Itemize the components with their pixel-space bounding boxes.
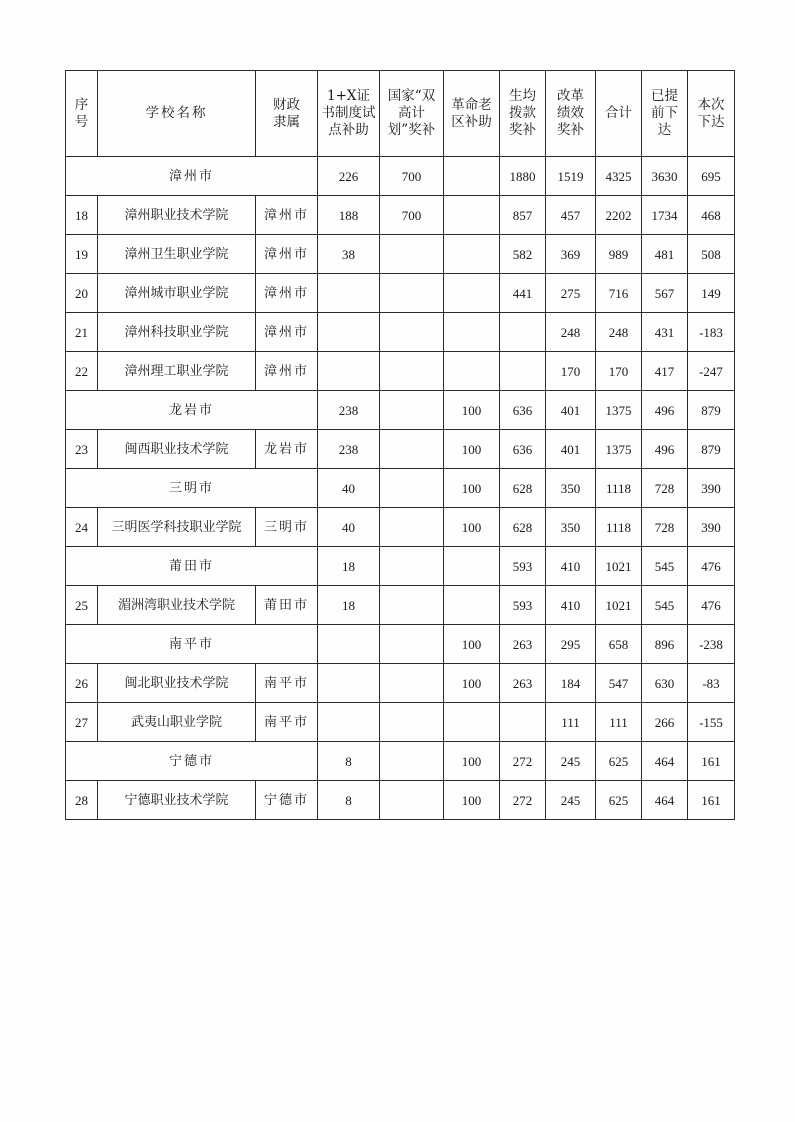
cert-subsidy-cell: 18 <box>318 547 380 586</box>
reform-award-cell: 275 <box>546 274 596 313</box>
reform-award-cell: 401 <box>546 430 596 469</box>
double-high-award-cell <box>380 703 444 742</box>
per-student-award-cell: 263 <box>500 625 546 664</box>
header-1x-certificate: 1+X证书制度试点补助 <box>318 71 380 157</box>
issued-early-cell: 545 <box>642 586 688 625</box>
affiliation: 漳州市 <box>256 274 318 313</box>
old-revolutionary-subsidy-cell: 100 <box>444 781 500 820</box>
per-student-award-cell: 628 <box>500 469 546 508</box>
total-cell: 625 <box>596 742 642 781</box>
school-name: 三明医学科技职业学院 <box>98 508 256 547</box>
issued-early-cell: 464 <box>642 781 688 820</box>
old-revolutionary-subsidy-cell: 100 <box>444 469 500 508</box>
header-issued-now: 本次下达 <box>688 71 735 157</box>
row-number: 23 <box>66 430 98 469</box>
reform-award-cell: 295 <box>546 625 596 664</box>
affiliation: 莆田市 <box>256 586 318 625</box>
row-number: 18 <box>66 196 98 235</box>
issued-early-cell: 496 <box>642 391 688 430</box>
total-cell: 1375 <box>596 430 642 469</box>
old-revolutionary-subsidy-cell <box>444 274 500 313</box>
total-cell: 1118 <box>596 469 642 508</box>
old-revolutionary-subsidy-cell: 100 <box>444 664 500 703</box>
double-high-award-cell <box>380 742 444 781</box>
old-revolutionary-subsidy-cell <box>444 157 500 196</box>
per-student-award-cell <box>500 352 546 391</box>
school-name: 漳州科技职业学院 <box>98 313 256 352</box>
allocation-table <box>65 70 735 820</box>
per-student-award-cell: 441 <box>500 274 546 313</box>
double-high-award-cell <box>380 625 444 664</box>
issued-now-cell: -183 <box>688 313 735 352</box>
table-row <box>66 235 735 274</box>
issued-early-cell: 481 <box>642 235 688 274</box>
school-name: 漳州理工职业学院 <box>98 352 256 391</box>
per-student-award-cell: 857 <box>500 196 546 235</box>
issued-now-cell: -155 <box>688 703 735 742</box>
issued-now-cell: 695 <box>688 157 735 196</box>
table-row <box>66 430 735 469</box>
region-name: 龙岩市 <box>66 391 318 430</box>
issued-early-cell: 728 <box>642 508 688 547</box>
issued-now-cell: 149 <box>688 274 735 313</box>
header-row <box>66 71 735 157</box>
total-cell: 625 <box>596 781 642 820</box>
affiliation: 宁德市 <box>256 781 318 820</box>
header-no: 序号 <box>66 71 98 157</box>
total-cell: 1375 <box>596 391 642 430</box>
table-row <box>66 781 735 820</box>
cert-subsidy-cell <box>318 274 380 313</box>
reform-award-cell: 248 <box>546 313 596 352</box>
double-high-award-cell <box>380 508 444 547</box>
old-revolutionary-subsidy-cell <box>444 547 500 586</box>
reform-award-cell: 350 <box>546 508 596 547</box>
old-revolutionary-subsidy-cell <box>444 196 500 235</box>
per-student-award-cell: 636 <box>500 391 546 430</box>
issued-early-cell: 1734 <box>642 196 688 235</box>
per-student-award-cell <box>500 703 546 742</box>
total-cell: 170 <box>596 352 642 391</box>
reform-award-cell: 410 <box>546 586 596 625</box>
school-name: 漳州城市职业学院 <box>98 274 256 313</box>
total-cell: 1118 <box>596 508 642 547</box>
issued-early-cell: 896 <box>642 625 688 664</box>
per-student-award-cell <box>500 313 546 352</box>
cert-subsidy-cell: 238 <box>318 430 380 469</box>
total-cell: 1021 <box>596 586 642 625</box>
double-high-award-cell <box>380 547 444 586</box>
issued-now-cell: 161 <box>688 781 735 820</box>
issued-now-cell: 879 <box>688 430 735 469</box>
reform-award-cell: 245 <box>546 781 596 820</box>
reform-award-cell: 457 <box>546 196 596 235</box>
per-student-award-cell: 628 <box>500 508 546 547</box>
issued-early-cell: 417 <box>642 352 688 391</box>
region-subtotal-row <box>66 625 735 664</box>
table-row <box>66 508 735 547</box>
issued-now-cell: -247 <box>688 352 735 391</box>
affiliation: 南平市 <box>256 703 318 742</box>
cert-subsidy-cell: 18 <box>318 586 380 625</box>
reform-award-cell: 170 <box>546 352 596 391</box>
school-name: 武夷山职业学院 <box>98 703 256 742</box>
school-name: 漳州职业技术学院 <box>98 196 256 235</box>
school-name: 湄洲湾职业技术学院 <box>98 586 256 625</box>
total-cell: 2202 <box>596 196 642 235</box>
school-name: 闽北职业技术学院 <box>98 664 256 703</box>
old-revolutionary-subsidy-cell: 100 <box>444 625 500 664</box>
row-number: 19 <box>66 235 98 274</box>
region-subtotal-row <box>66 157 735 196</box>
header-total: 合计 <box>596 71 642 157</box>
total-cell: 248 <box>596 313 642 352</box>
affiliation: 漳州市 <box>256 313 318 352</box>
per-student-award-cell: 272 <box>500 742 546 781</box>
total-cell: 716 <box>596 274 642 313</box>
header-old-revolutionary: 革命老区补助 <box>444 71 500 157</box>
row-number: 28 <box>66 781 98 820</box>
affiliation: 漳州市 <box>256 196 318 235</box>
total-cell: 4325 <box>596 157 642 196</box>
cert-subsidy-cell: 40 <box>318 508 380 547</box>
region-subtotal-row <box>66 469 735 508</box>
cert-subsidy-cell <box>318 313 380 352</box>
cert-subsidy-cell <box>318 352 380 391</box>
issued-now-cell: 161 <box>688 742 735 781</box>
reform-award-cell: 369 <box>546 235 596 274</box>
cert-subsidy-cell: 40 <box>318 469 380 508</box>
header-double-high: 国家“双高计划”奖补 <box>380 71 444 157</box>
issued-now-cell: 476 <box>688 547 735 586</box>
region-name: 漳州市 <box>66 157 318 196</box>
cert-subsidy-cell: 238 <box>318 391 380 430</box>
header-reform-performance: 改革绩效奖补 <box>546 71 596 157</box>
old-revolutionary-subsidy-cell: 100 <box>444 742 500 781</box>
issued-early-cell: 728 <box>642 469 688 508</box>
reform-award-cell: 401 <box>546 391 596 430</box>
issued-now-cell: 390 <box>688 508 735 547</box>
table-row <box>66 196 735 235</box>
header-issued-early: 已提前下达 <box>642 71 688 157</box>
cert-subsidy-cell: 226 <box>318 157 380 196</box>
per-student-award-cell: 582 <box>500 235 546 274</box>
row-number: 24 <box>66 508 98 547</box>
row-number: 27 <box>66 703 98 742</box>
reform-award-cell: 245 <box>546 742 596 781</box>
region-subtotal-row <box>66 547 735 586</box>
table-row <box>66 703 735 742</box>
issued-now-cell: 468 <box>688 196 735 235</box>
old-revolutionary-subsidy-cell <box>444 235 500 274</box>
row-number: 22 <box>66 352 98 391</box>
double-high-award-cell <box>380 430 444 469</box>
affiliation: 南平市 <box>256 664 318 703</box>
region-subtotal-row <box>66 391 735 430</box>
issued-now-cell: 508 <box>688 235 735 274</box>
affiliation: 漳州市 <box>256 352 318 391</box>
double-high-award-cell <box>380 235 444 274</box>
affiliation: 三明市 <box>256 508 318 547</box>
per-student-award-cell: 272 <box>500 781 546 820</box>
cert-subsidy-cell: 8 <box>318 781 380 820</box>
issued-now-cell: -83 <box>688 664 735 703</box>
double-high-award-cell <box>380 664 444 703</box>
total-cell: 547 <box>596 664 642 703</box>
affiliation: 龙岩市 <box>256 430 318 469</box>
old-revolutionary-subsidy-cell <box>444 352 500 391</box>
double-high-award-cell <box>380 586 444 625</box>
row-number: 21 <box>66 313 98 352</box>
per-student-award-cell: 263 <box>500 664 546 703</box>
double-high-award-cell <box>380 352 444 391</box>
old-revolutionary-subsidy-cell <box>444 703 500 742</box>
double-high-award-cell <box>380 391 444 430</box>
old-revolutionary-subsidy-cell: 100 <box>444 430 500 469</box>
region-name: 莆田市 <box>66 547 318 586</box>
school-name: 闽西职业技术学院 <box>98 430 256 469</box>
issued-early-cell: 3630 <box>642 157 688 196</box>
per-student-award-cell: 1880 <box>500 157 546 196</box>
cert-subsidy-cell <box>318 664 380 703</box>
total-cell: 1021 <box>596 547 642 586</box>
issued-early-cell: 630 <box>642 664 688 703</box>
header-per-student: 生均拨款奖补 <box>500 71 546 157</box>
reform-award-cell: 184 <box>546 664 596 703</box>
issued-early-cell: 464 <box>642 742 688 781</box>
per-student-award-cell: 593 <box>500 586 546 625</box>
issued-now-cell: 390 <box>688 469 735 508</box>
old-revolutionary-subsidy-cell <box>444 313 500 352</box>
issued-early-cell: 431 <box>642 313 688 352</box>
issued-early-cell: 567 <box>642 274 688 313</box>
old-revolutionary-subsidy-cell <box>444 586 500 625</box>
table-row <box>66 274 735 313</box>
region-name: 宁德市 <box>66 742 318 781</box>
reform-award-cell: 111 <box>546 703 596 742</box>
reform-award-cell: 410 <box>546 547 596 586</box>
per-student-award-cell: 636 <box>500 430 546 469</box>
region-subtotal-row <box>66 742 735 781</box>
issued-now-cell: 879 <box>688 391 735 430</box>
row-number: 20 <box>66 274 98 313</box>
issued-now-cell: 476 <box>688 586 735 625</box>
cert-subsidy-cell: 38 <box>318 235 380 274</box>
cert-subsidy-cell <box>318 625 380 664</box>
header-affiliation: 财政隶属 <box>256 71 318 157</box>
issued-early-cell: 545 <box>642 547 688 586</box>
table-row <box>66 664 735 703</box>
region-name: 南平市 <box>66 625 318 664</box>
reform-award-cell: 1519 <box>546 157 596 196</box>
issued-early-cell: 496 <box>642 430 688 469</box>
double-high-award-cell: 700 <box>380 196 444 235</box>
row-number: 25 <box>66 586 98 625</box>
affiliation: 漳州市 <box>256 235 318 274</box>
header-school-name: 学校名称 <box>98 71 256 157</box>
total-cell: 989 <box>596 235 642 274</box>
double-high-award-cell <box>380 781 444 820</box>
cert-subsidy-cell: 188 <box>318 196 380 235</box>
double-high-award-cell <box>380 469 444 508</box>
double-high-award-cell: 700 <box>380 157 444 196</box>
school-name: 宁德职业技术学院 <box>98 781 256 820</box>
issued-early-cell: 266 <box>642 703 688 742</box>
row-number: 26 <box>66 664 98 703</box>
table-row <box>66 586 735 625</box>
table-row <box>66 352 735 391</box>
total-cell: 111 <box>596 703 642 742</box>
issued-now-cell: -238 <box>688 625 735 664</box>
double-high-award-cell <box>380 313 444 352</box>
table-body <box>66 157 735 820</box>
total-cell: 658 <box>596 625 642 664</box>
per-student-award-cell: 593 <box>500 547 546 586</box>
table-row <box>66 313 735 352</box>
cert-subsidy-cell <box>318 703 380 742</box>
old-revolutionary-subsidy-cell: 100 <box>444 508 500 547</box>
reform-award-cell: 350 <box>546 469 596 508</box>
cert-subsidy-cell: 8 <box>318 742 380 781</box>
double-high-award-cell <box>380 274 444 313</box>
region-name: 三明市 <box>66 469 318 508</box>
school-name: 漳州卫生职业学院 <box>98 235 256 274</box>
old-revolutionary-subsidy-cell: 100 <box>444 391 500 430</box>
